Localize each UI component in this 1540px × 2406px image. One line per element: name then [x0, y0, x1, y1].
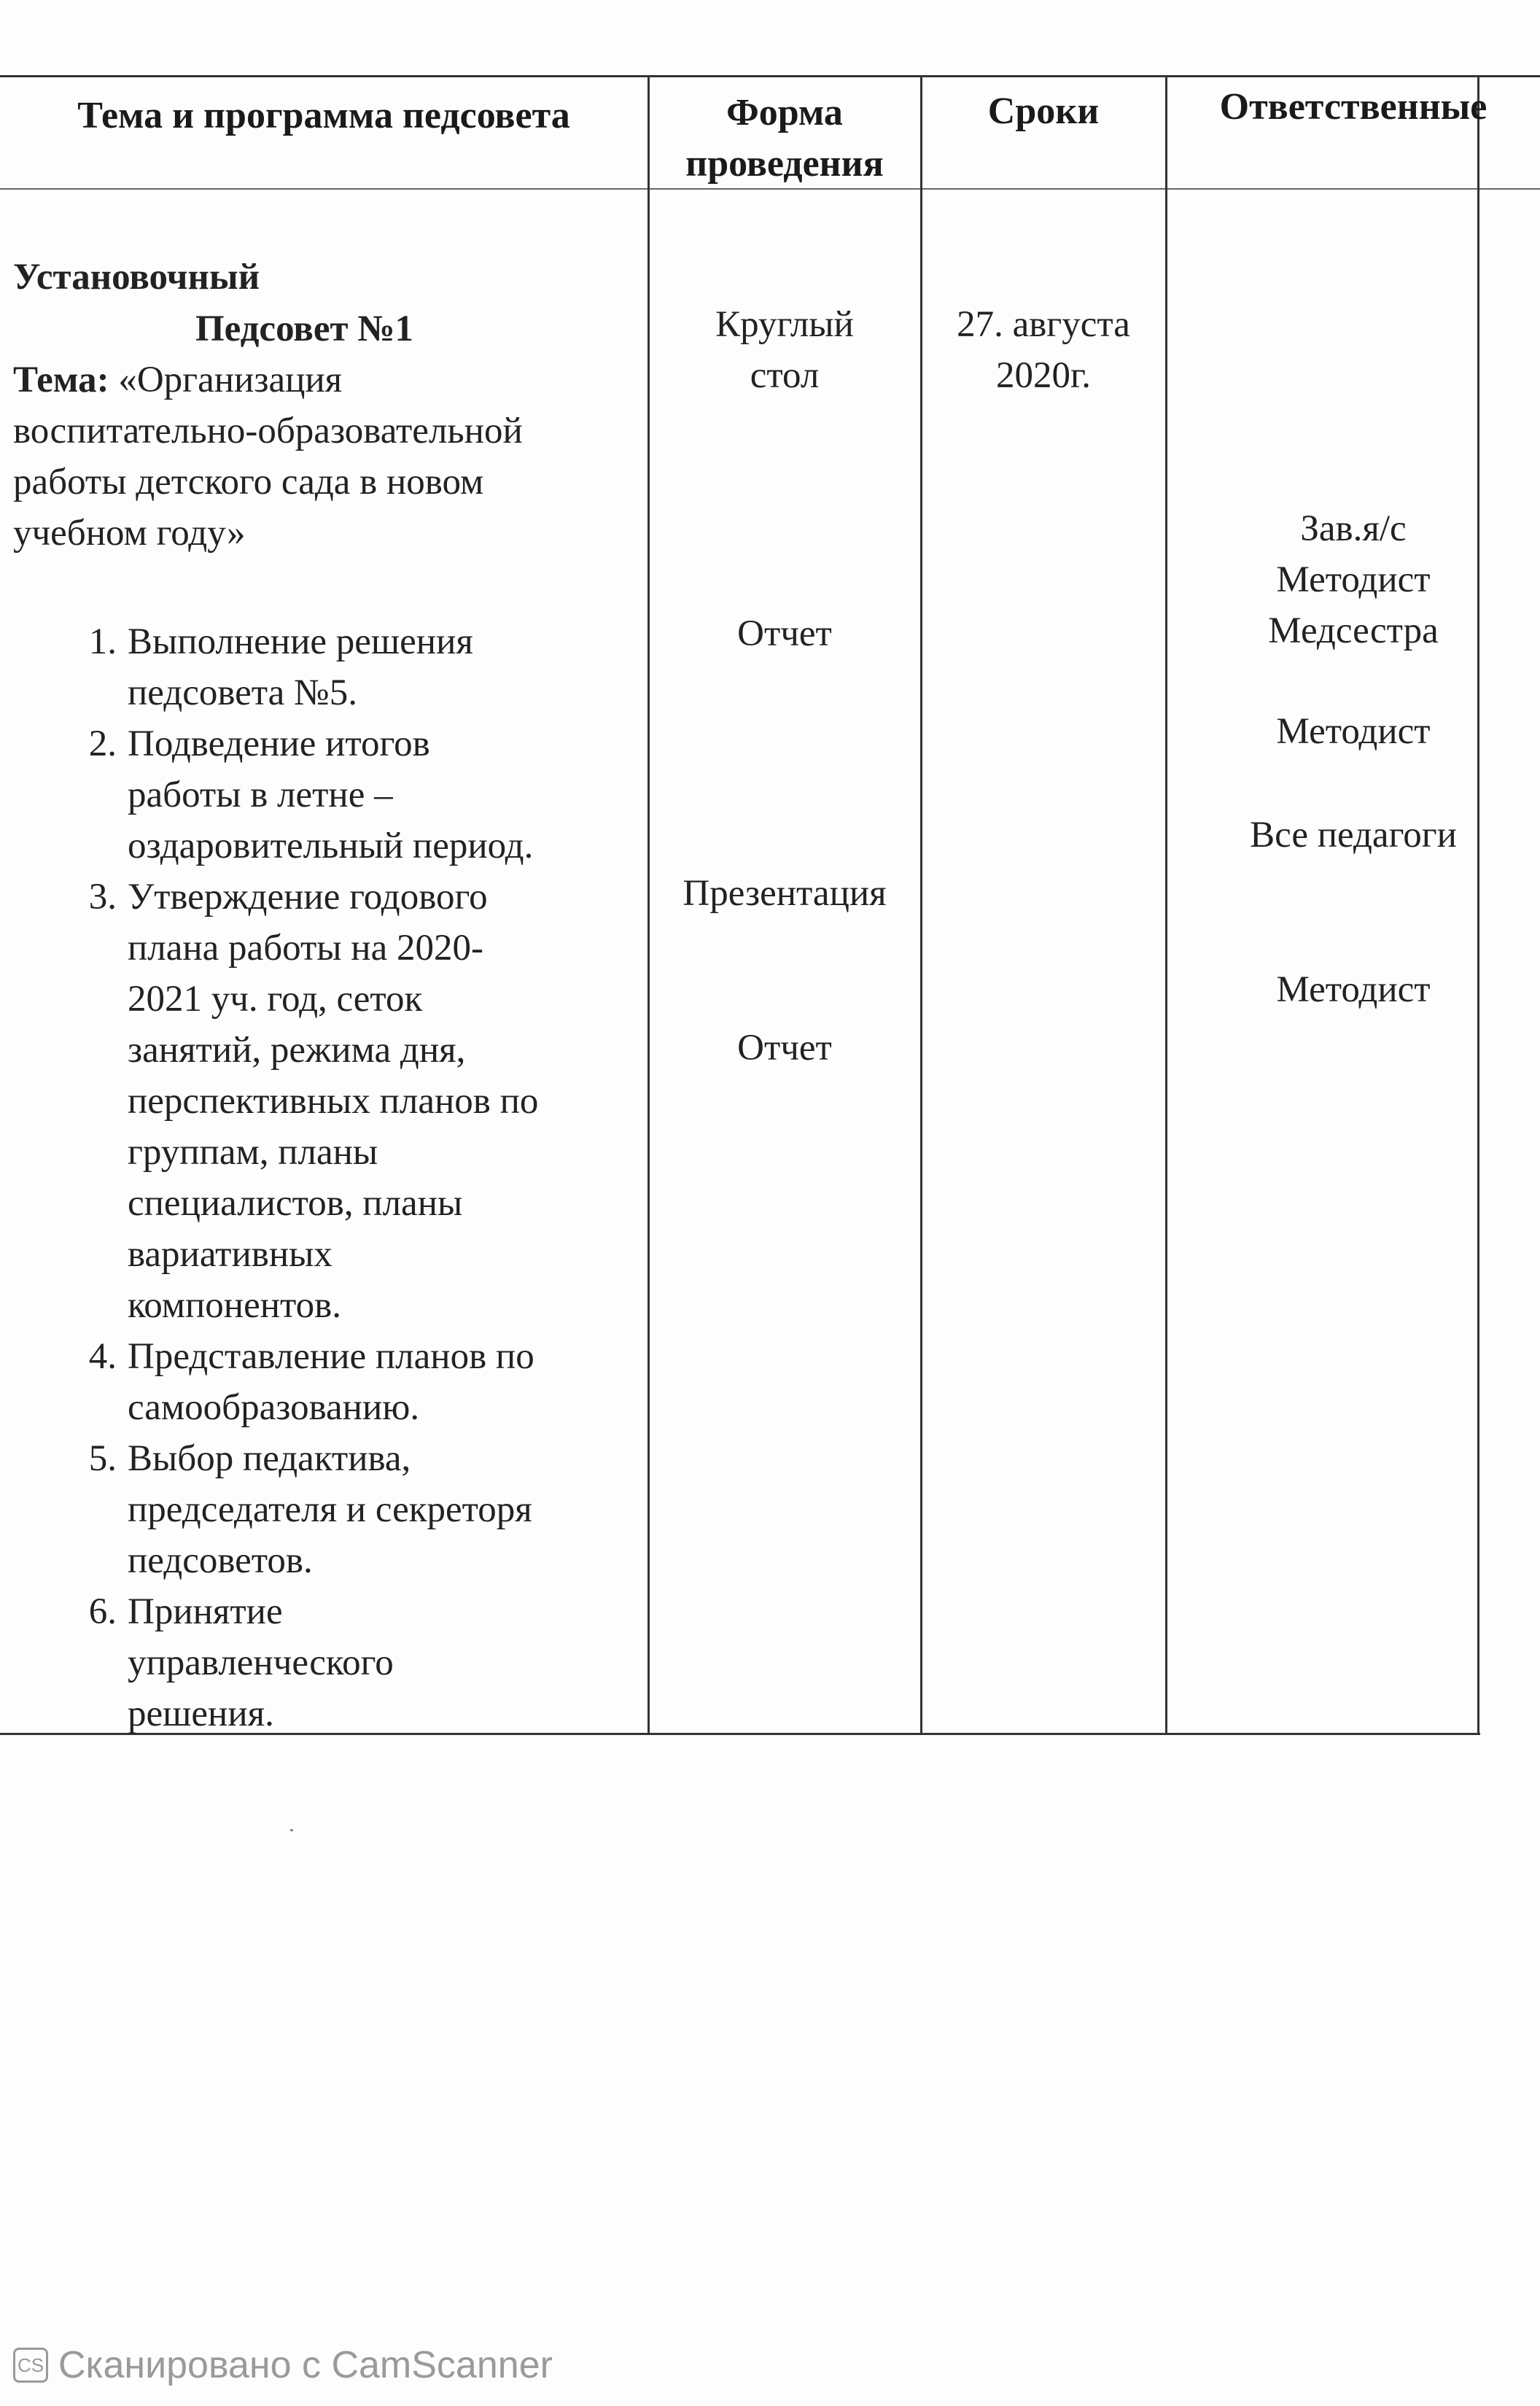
list-item-number: 6.	[88, 1591, 117, 1632]
list-item	[58, 1433, 656, 1586]
intro-line2: Педсовет №1	[195, 308, 414, 349]
intro-topic	[13, 354, 648, 405]
list-item-number: 1.	[88, 621, 117, 662]
header-form-line1: Форма	[726, 92, 843, 133]
intro-line1: Установочный	[13, 257, 260, 298]
meeting-date	[922, 299, 1165, 401]
list-item-line: группам, планы	[128, 1132, 378, 1173]
form-report-2: Отчет	[737, 1028, 832, 1068]
list-item-number: 2.	[88, 723, 117, 764]
form-round-table	[649, 299, 920, 401]
header-theme: Тема и программа педсовета	[77, 95, 570, 136]
list-item	[58, 872, 656, 1331]
list-item-line: Утверждение годового	[128, 877, 488, 917]
list-item	[58, 1586, 656, 1739]
agenda-list	[58, 616, 656, 1739]
form-round-table-line1: Круглый	[715, 304, 854, 345]
list-item	[58, 616, 656, 718]
list-item-line: специалистов, планы	[128, 1183, 463, 1224]
list-item-line: плана работы на 2020-	[128, 928, 483, 969]
list-item-line: Выполнение решения	[128, 621, 473, 662]
list-item-number: 3.	[88, 877, 117, 917]
list-item	[58, 718, 656, 872]
list-item-line: управленческого	[128, 1642, 394, 1683]
list-item-line: вариативных	[128, 1234, 332, 1275]
list-item-line: 2021 уч. год, сеток	[128, 979, 423, 1020]
list-item	[58, 1331, 656, 1433]
topic-line2: воспитательно-образовательной	[13, 411, 523, 451]
column-divider-4	[1477, 75, 1479, 1734]
list-item-line: оздаровительный период.	[128, 826, 534, 866]
list-item-line: работы в летне –	[128, 775, 393, 815]
header-dates: Сроки	[987, 90, 1100, 132]
meeting-date-line2: 2020г.	[996, 355, 1091, 396]
responsible-nurse: Медсестра	[1268, 610, 1439, 651]
watermark-text: Сканировано с CamScanner	[58, 2344, 553, 2386]
topic-line4: учебном году»	[13, 513, 246, 554]
topic-label: Тема:	[13, 360, 109, 400]
list-item-line: педсовета №5.	[128, 672, 357, 713]
responsible-all-teachers: Все педагоги	[1250, 815, 1457, 855]
responsible-methodist-1: Методист	[1276, 559, 1431, 600]
scanner-watermark	[13, 2343, 553, 2387]
header-form	[649, 88, 920, 190]
form-round-table-line2: стол	[750, 355, 820, 396]
form-report-1: Отчет	[737, 613, 832, 654]
list-item-line: Принятие	[128, 1591, 283, 1632]
scan-speck	[290, 1829, 293, 1831]
list-item-line: педсоветов.	[128, 1540, 313, 1581]
meeting-date-line1: 27. августа	[957, 304, 1130, 345]
list-item-line: решения.	[128, 1693, 274, 1734]
list-item-line: Подведение итогов	[128, 723, 430, 764]
list-item-line: Представление планов по	[128, 1336, 534, 1377]
list-item-line: самообразованию.	[128, 1387, 420, 1428]
form-presentation: Презентация	[682, 873, 887, 914]
list-item-number: 5.	[88, 1438, 117, 1479]
topic-line3: работы детского сада в новом	[13, 462, 484, 502]
header-responsible: Ответственные	[1219, 86, 1488, 128]
responsible-methodist-3: Методист	[1276, 969, 1431, 1010]
header-form-line2: проведения	[685, 143, 884, 185]
list-item-line: перспективных планов по	[128, 1081, 539, 1122]
list-item-line: председателя и секреторя	[128, 1489, 532, 1530]
list-item-line: занятий, режима дня,	[128, 1030, 466, 1071]
list-item-number: 4.	[88, 1336, 117, 1377]
camscanner-logo-icon: CS	[13, 2348, 48, 2383]
list-item-line: Выбор педактива,	[128, 1438, 411, 1479]
responsible-methodist-2: Методист	[1276, 711, 1431, 752]
list-item-line: компонентов.	[128, 1285, 341, 1326]
responsible-head: Зав.я/с	[1300, 508, 1407, 549]
table-top-border	[0, 75, 1540, 77]
topic-line1: «Организация	[118, 360, 343, 400]
column-divider-3	[1165, 75, 1167, 1734]
